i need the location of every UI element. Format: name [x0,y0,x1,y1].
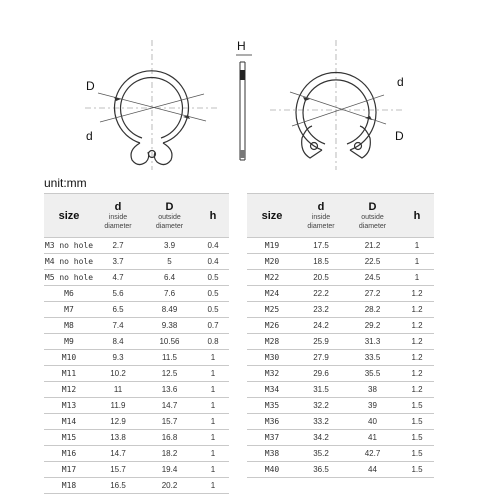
table-row [44,238,229,254]
table-header-row [44,194,229,238]
cell-outside-diameter: 40 [345,414,400,430]
right-outer-diameter-label: D [395,129,404,143]
cell-outside-diameter: 19.4 [142,462,197,478]
table-row [44,350,229,366]
cell-outside-diameter: 3.9 [142,238,197,254]
table-row [44,334,229,350]
left-outer-diameter-label: D [86,79,95,93]
table-row [247,462,434,478]
cell-height: 1.5 [400,462,434,478]
cell-inside-diameter: 16.5 [94,478,142,494]
cell-outside-diameter: 24.5 [345,270,400,286]
right-inner-diameter-label: d [397,75,404,89]
cell-inside-diameter: 35.2 [297,446,345,462]
cell-outside-diameter: 13.6 [142,382,197,398]
cell-size: M4 no hole [44,254,94,270]
header-outside-diameter: D outside diameter [345,194,400,238]
table-row [44,318,229,334]
cell-outside-diameter: 12.5 [142,366,197,382]
header-size: size [247,194,297,238]
cell-size: M16 [44,446,94,462]
cell-inside-diameter: 29.6 [297,366,345,382]
cell-height: 1.2 [400,350,434,366]
table-row [44,446,229,462]
cell-inside-diameter: 2.7 [94,238,142,254]
cell-height: 1.2 [400,366,434,382]
cell-size: M6 [44,286,94,302]
table-row [44,398,229,414]
cell-height: 1 [400,254,434,270]
cell-outside-diameter: 20.2 [142,478,197,494]
cell-height: 1 [197,478,229,494]
cell-height: 1 [197,366,229,382]
cell-inside-diameter: 32.2 [297,398,345,414]
cell-height: 1.5 [400,414,434,430]
cell-height: 0.4 [197,238,229,254]
header-inside-diameter: d inside diameter [94,194,142,238]
table-row [247,270,434,286]
cell-outside-diameter: 42.7 [345,446,400,462]
cell-outside-diameter: 11.5 [142,350,197,366]
cell-height: 1.2 [400,286,434,302]
cell-inside-diameter: 20.5 [297,270,345,286]
cell-outside-diameter: 5 [142,254,197,270]
table-row [247,398,434,414]
cell-height: 1.5 [400,430,434,446]
cell-inside-diameter: 5.6 [94,286,142,302]
table-row [44,302,229,318]
cell-outside-diameter: 6.4 [142,270,197,286]
table-row [247,334,434,350]
header-outside-diameter: D outside diameter [142,194,197,238]
cell-inside-diameter: 7.4 [94,318,142,334]
cell-inside-diameter: 8.4 [94,334,142,350]
table-row [44,478,229,494]
cell-height: 0.5 [197,270,229,286]
cell-inside-diameter: 3.7 [94,254,142,270]
cell-size: M30 [247,350,297,366]
cell-height: 0.8 [197,334,229,350]
cell-outside-diameter: 18.2 [142,446,197,462]
cell-inside-diameter: 33.2 [297,414,345,430]
cell-height: 1.2 [400,302,434,318]
cell-height: 1.5 [400,398,434,414]
cell-height: 0.5 [197,302,229,318]
cell-size: M13 [44,398,94,414]
cell-size: M7 [44,302,94,318]
cell-size: M25 [247,302,297,318]
cell-outside-diameter: 10.56 [142,334,197,350]
left-inner-diameter-label: d [86,129,93,143]
table-row [44,382,229,398]
table-header-row [247,194,434,238]
table-row [247,414,434,430]
cell-outside-diameter: 22.5 [345,254,400,270]
header-inside-diameter: d inside diameter [297,194,345,238]
cell-size: M12 [44,382,94,398]
cell-size: M35 [247,398,297,414]
table-row [247,446,434,462]
table-row [247,286,434,302]
cell-size: M40 [247,462,297,478]
cell-height: 1 [197,430,229,446]
cell-inside-diameter: 22.2 [297,286,345,302]
unit-label: unit:mm [44,176,87,190]
cell-height: 1 [400,238,434,254]
cell-inside-diameter: 12.9 [94,414,142,430]
cell-height: 1.2 [400,318,434,334]
cell-size: M28 [247,334,297,350]
table-row [247,238,434,254]
cell-size: M8 [44,318,94,334]
cell-size: M11 [44,366,94,382]
cell-outside-diameter: 9.38 [142,318,197,334]
height-label: H [237,39,246,53]
cell-inside-diameter: 11.9 [94,398,142,414]
cell-outside-diameter: 16.8 [142,430,197,446]
cell-outside-diameter: 39 [345,398,400,414]
spec-table-left [44,193,229,494]
cell-size: M32 [247,366,297,382]
cell-inside-diameter: 14.7 [94,446,142,462]
right-circlip-drawing [270,40,405,170]
cell-inside-diameter: 9.3 [94,350,142,366]
cell-size: M18 [44,478,94,494]
header-height: h [197,194,229,238]
cell-height: 1 [197,398,229,414]
circlip-diagram [0,0,480,180]
cell-inside-diameter: 27.9 [297,350,345,366]
table-row [247,254,434,270]
side-profile-drawing [236,55,252,160]
cell-height: 1 [400,270,434,286]
cell-inside-diameter: 18.5 [297,254,345,270]
table-row [247,382,434,398]
cell-inside-diameter: 13.8 [94,430,142,446]
cell-inside-diameter: 31.5 [297,382,345,398]
table-row [44,366,229,382]
cell-size: M17 [44,462,94,478]
table-row [247,350,434,366]
cell-outside-diameter: 28.2 [345,302,400,318]
cell-size: M10 [44,350,94,366]
cell-size: M15 [44,430,94,446]
cell-inside-diameter: 10.2 [94,366,142,382]
cell-height: 0.4 [197,254,229,270]
cell-height: 0.7 [197,318,229,334]
cell-outside-diameter: 38 [345,382,400,398]
cell-size: M24 [247,286,297,302]
table-row [44,270,229,286]
cell-outside-diameter: 15.7 [142,414,197,430]
cell-inside-diameter: 6.5 [94,302,142,318]
table-row [44,254,229,270]
cell-inside-diameter: 11 [94,382,142,398]
table-row [247,366,434,382]
cell-size: M20 [247,254,297,270]
cell-size: M22 [247,270,297,286]
cell-outside-diameter: 44 [345,462,400,478]
cell-outside-diameter: 14.7 [142,398,197,414]
cell-outside-diameter: 27.2 [345,286,400,302]
table-row [44,462,229,478]
header-size: size [44,194,94,238]
table-row [44,414,229,430]
cell-height: 1 [197,414,229,430]
cell-size: M34 [247,382,297,398]
cell-inside-diameter: 17.5 [297,238,345,254]
cell-outside-diameter: 7.6 [142,286,197,302]
cell-inside-diameter: 4.7 [94,270,142,286]
cell-inside-diameter: 23.2 [297,302,345,318]
cell-size: M36 [247,414,297,430]
left-circlip-drawing [85,40,220,170]
cell-inside-diameter: 24.2 [297,318,345,334]
table-row [44,430,229,446]
cell-size: M14 [44,414,94,430]
table-row [247,302,434,318]
cell-size: M9 [44,334,94,350]
cell-outside-diameter: 35.5 [345,366,400,382]
cell-outside-diameter: 8.49 [142,302,197,318]
cell-height: 1 [197,350,229,366]
cell-height: 1 [197,462,229,478]
cell-outside-diameter: 41 [345,430,400,446]
cell-size: M5 no hole [44,270,94,286]
cell-height: 1.2 [400,334,434,350]
table-row [247,318,434,334]
cell-height: 1.5 [400,446,434,462]
cell-size: M38 [247,446,297,462]
cell-inside-diameter: 25.9 [297,334,345,350]
cell-height: 1 [197,382,229,398]
cell-height: 1 [197,446,229,462]
header-height: h [400,194,434,238]
cell-size: M3 no hole [44,238,94,254]
cell-outside-diameter: 31.3 [345,334,400,350]
cell-size: M26 [247,318,297,334]
cell-outside-diameter: 21.2 [345,238,400,254]
cell-height: 1.2 [400,382,434,398]
cell-outside-diameter: 33.5 [345,350,400,366]
table-row [44,286,229,302]
cell-size: M37 [247,430,297,446]
table-row [247,430,434,446]
cell-height: 0.5 [197,286,229,302]
spec-table-right [247,193,434,478]
cell-size: M19 [247,238,297,254]
cell-inside-diameter: 34.2 [297,430,345,446]
cell-inside-diameter: 15.7 [94,462,142,478]
cell-outside-diameter: 29.2 [345,318,400,334]
cell-inside-diameter: 36.5 [297,462,345,478]
